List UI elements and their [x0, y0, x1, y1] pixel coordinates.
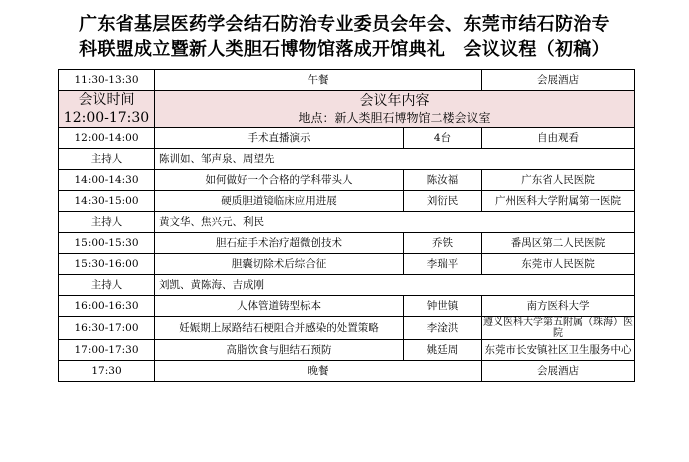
table-row: [59, 296, 635, 317]
host-names: 黄文华、焦兴元、利民: [155, 212, 635, 233]
table-row: [59, 191, 635, 212]
title-line-1: 广东省基层医药学会结石防治专业委员会年会、东莞市结石防治专: [79, 14, 610, 35]
session-time: 17:00-17:30: [59, 340, 155, 361]
table-row-dinner: [59, 361, 635, 382]
session-time: 15:00-15:30: [59, 233, 155, 254]
host-label: 主持人: [59, 149, 155, 170]
session-title: 硬质胆道镜临床应用进展: [155, 191, 404, 212]
live-time: 12:00-14:00: [59, 128, 155, 149]
live-title: 手术直播演示: [155, 128, 404, 149]
table-row: [59, 340, 635, 361]
table-header-row: [59, 91, 635, 128]
session-org: 番禺区第二人民医院: [482, 233, 635, 254]
session-time: 16:00-16:30: [59, 296, 155, 317]
session-title: 人体管道铸型标本: [155, 296, 404, 317]
session-speaker: 陈汝福: [404, 170, 482, 191]
session-title: 妊娠期上尿路结石梗阻合并感染的处置策略: [155, 317, 404, 340]
lunch-title: 午餐: [155, 70, 482, 91]
session-title: 高脂饮食与胆结石预防: [155, 340, 404, 361]
session-title: 胆石症手术治疗超微创技术: [155, 233, 404, 254]
header-time-value: 12:00-17:30: [63, 110, 150, 126]
table-row-lunch: [59, 70, 635, 91]
session-title: 胆囊切除术后综合征: [155, 254, 404, 275]
lunch-time: 11:30-13:30: [59, 70, 155, 91]
header-location: 地点：新人类胆石博物馆二楼会议室: [298, 111, 491, 125]
session-speaker: 钟世镇: [404, 296, 482, 317]
session-org: 广州医科大学附属第一医院: [482, 191, 635, 212]
session-speaker: 李淦洪: [404, 317, 482, 340]
session-org: 东莞市人民医院: [482, 254, 635, 275]
dinner-location: 会展酒店: [482, 361, 635, 382]
session-org: 东莞市长安镇社区卫生服务中心: [482, 340, 635, 361]
table-row: [59, 233, 635, 254]
session-speaker: 李瑞平: [404, 254, 482, 275]
lunch-location: 会展酒店: [482, 70, 635, 91]
table-row: [59, 317, 635, 340]
session-time: 14:00-14:30: [59, 170, 155, 191]
table-row: [59, 170, 635, 191]
live-org: 自由观看: [482, 128, 635, 149]
session-title: 如何做好一个合格的学科带头人: [155, 170, 404, 191]
host-label: 主持人: [59, 212, 155, 233]
host-names: 刘凯、黄陈海、吉成刚: [155, 275, 635, 296]
session-speaker: 刘衍民: [404, 191, 482, 212]
session-speaker: 乔铁: [404, 233, 482, 254]
session-speaker: 姚廷周: [404, 340, 482, 361]
live-speaker: 4台: [404, 128, 482, 149]
dinner-time: 17:30: [59, 361, 155, 382]
session-time: 16:30-17:00: [59, 317, 155, 340]
table-row-host: [59, 212, 635, 233]
document-title: [0, 12, 689, 62]
session-org: 广东省人民医院: [482, 170, 635, 191]
agenda-table: [58, 69, 635, 382]
table-row-live: [59, 128, 635, 149]
host-names: 陈训如、邹声泉、周望先: [155, 149, 635, 170]
session-time: 14:30-15:00: [59, 191, 155, 212]
table-row-host: [59, 149, 635, 170]
session-org: 南方医科大学: [482, 296, 635, 317]
host-label: 主持人: [59, 275, 155, 296]
session-time: 15:30-16:00: [59, 254, 155, 275]
header-time-label: 会议时间: [78, 92, 135, 108]
dinner-title: 晚餐: [155, 361, 482, 382]
header-content-label: 会议年内容: [359, 93, 430, 109]
table-row: [59, 254, 635, 275]
table-row-host: [59, 275, 635, 296]
title-line-2: 科联盟成立暨新人类胆石博物馆落成开馆典礼 会议议程（初稿）: [79, 39, 610, 60]
session-org: 遵义医科大学第五附属（珠海）医院: [483, 317, 633, 339]
header-content-cell: [155, 91, 635, 128]
header-time-cell: [59, 91, 155, 128]
